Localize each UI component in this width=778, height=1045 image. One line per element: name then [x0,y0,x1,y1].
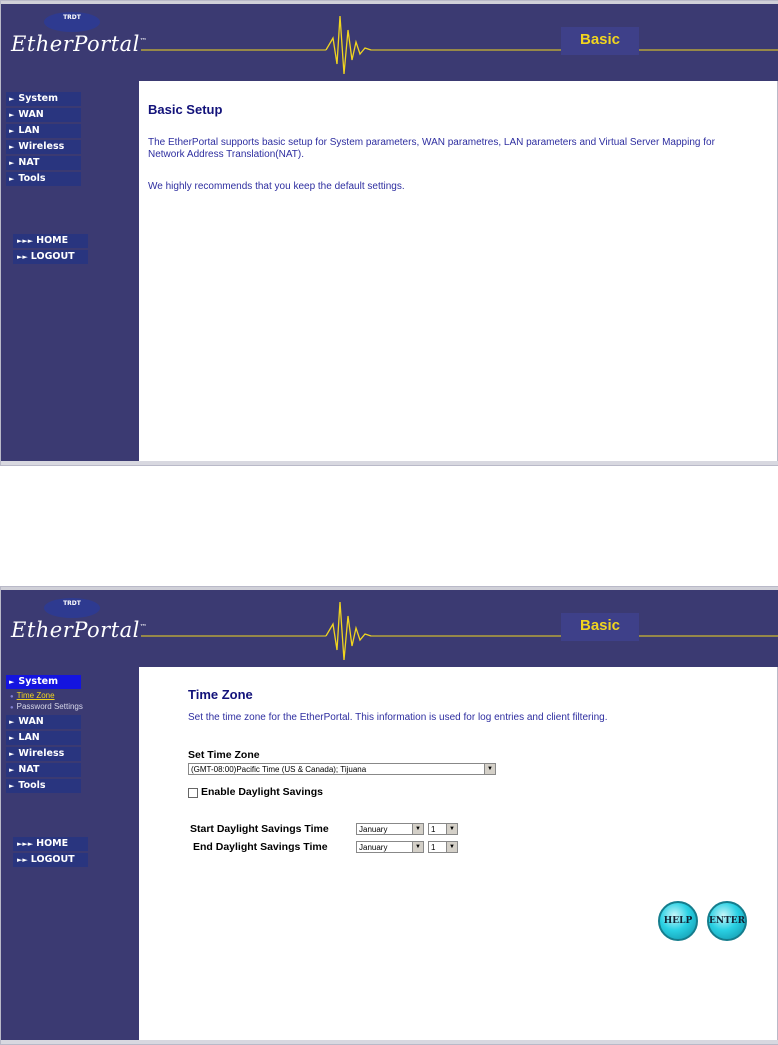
dropdown-arrow-icon: ▼ [412,842,423,852]
basic-tab [561,613,639,641]
nav-nat-label: NAT [18,157,40,168]
subnav-time-zone-label: Time Zone [16,691,55,700]
bullet-icon: ● [10,694,14,700]
start-day-value: 1 [431,825,436,834]
subnav-password-settings[interactable] [6,702,81,713]
nav-wireless-label: Wireless [18,141,65,152]
main-nav [6,92,81,188]
content-area [141,81,777,465]
nav-nat[interactable] [6,763,81,777]
nav-wireless[interactable] [6,140,81,154]
nav-system-label: System [18,93,58,104]
start-month-value: January [359,825,388,834]
arrow-icon: ► [9,127,15,135]
etherportal-logo [1,590,148,667]
logo-name-text: EtherPortal [11,618,140,642]
dropdown-arrow-icon: ▼ [412,824,423,834]
enter-button[interactable] [707,901,747,941]
nav-system-label: System [18,676,58,687]
page-title: Basic Setup [148,102,223,117]
basic-tab [561,27,639,55]
subnav-password-label: Password Settings [16,702,83,711]
start-month-select[interactable] [356,823,424,835]
basic-tab-label: Basic [579,31,621,48]
nav-tools[interactable] [6,172,81,186]
daylight-savings-label: Enable Daylight Savings [201,786,323,798]
logo-tm: ™ [139,623,148,631]
help-button-label: HELP [663,916,693,926]
dropdown-arrow-icon: ▼ [484,764,495,774]
nav-lan[interactable] [6,124,81,138]
home-label: HOME [36,235,69,246]
double-arrow-icon: ►► [17,253,28,261]
triple-arrow-icon: ►►► [17,840,34,848]
logout-link[interactable] [13,250,88,264]
home-label: HOME [36,838,69,849]
logout-label: LOGOUT [30,854,75,865]
nav-wan-label: WAN [18,716,44,727]
nav-nat[interactable] [6,156,81,170]
time-zone-description: Set the time zone for the EtherPortal. This information is used for log entries and client filtering. [188,712,608,723]
header-banner [1,1,778,81]
home-link[interactable] [13,234,88,248]
arrow-icon: ► [9,678,15,686]
main-nav [6,675,81,795]
triple-arrow-icon: ►►► [17,237,34,245]
logo-name [11,32,147,56]
bottom-bar [1,461,778,465]
intro-paragraph: The EtherPortal supports basic setup for System parameters, WAN parametres, LAN parameters and Virtual Server Mapping for Network Address Translation(NAT). [148,137,715,160]
recommend-paragraph: We highly recommends that you keep the default settings. [148,181,405,192]
nav-lan-label: LAN [18,125,40,136]
daylight-savings-checkbox[interactable] [188,788,198,798]
nav-wan[interactable] [6,108,81,122]
arrow-icon: ► [9,111,15,119]
nav-wan-label: WAN [18,109,44,120]
arrow-icon: ► [9,766,15,774]
nav-system[interactable] [6,675,81,689]
home-link[interactable] [13,837,88,851]
signal-wave-graphic [141,590,778,667]
end-dst-label: End Daylight Savings Time [193,841,328,853]
nav-system[interactable] [6,92,81,106]
nav-tools-label: Tools [18,173,46,184]
end-day-select[interactable] [428,841,458,853]
arrow-icon: ► [9,750,15,758]
start-dst-label: Start Daylight Savings Time [190,823,329,835]
header-banner [1,587,778,667]
bottom-bar [1,1040,778,1044]
nav-lan[interactable] [6,731,81,745]
nav-nat-label: NAT [18,764,40,775]
arrow-icon: ► [9,175,15,183]
end-day-value: 1 [431,843,436,852]
end-month-value: January [359,843,388,852]
arrow-icon: ► [9,718,15,726]
signal-wave-graphic [141,4,778,81]
nav-tools-label: Tools [18,780,46,791]
home-logout-nav [13,837,88,869]
content-area [141,667,777,1044]
arrow-icon: ► [9,159,15,167]
nav-wan[interactable] [6,715,81,729]
nav-lan-label: LAN [18,732,40,743]
basic-tab-label: Basic [579,617,621,634]
logout-link[interactable] [13,853,88,867]
arrow-icon: ► [9,143,15,151]
page-title: Time Zone [188,687,253,702]
end-month-select[interactable] [356,841,424,853]
dropdown-arrow-icon: ▼ [446,842,457,852]
enter-button-label: ENTER [709,916,746,926]
logo-brand-small: TRDT [63,14,81,21]
arrow-icon: ► [9,782,15,790]
bullet-icon: ● [10,705,14,711]
nav-wireless-label: Wireless [18,748,65,759]
subnav-time-zone[interactable] [6,691,81,702]
time-zone-screen [0,586,778,1045]
logout-label: LOGOUT [30,251,75,262]
time-zone-value: (GMT-08:00)Pacific Time (US & Canada); Tijuana [191,765,367,774]
start-day-select[interactable] [428,823,458,835]
arrow-icon: ► [9,734,15,742]
logo-brand-small: TRDT [63,600,81,607]
logo-name [11,618,147,642]
basic-setup-screen [0,0,778,466]
double-arrow-icon: ►► [17,856,28,864]
time-zone-select[interactable] [188,763,496,775]
sidebar [1,81,139,465]
arrow-icon: ► [9,95,15,103]
help-button[interactable] [658,901,698,941]
nav-tools[interactable] [6,779,81,793]
logo-name-text: EtherPortal [11,32,140,56]
home-logout-nav [13,234,88,266]
set-time-zone-label: Set Time Zone [188,749,260,761]
sidebar [1,667,139,1044]
dropdown-arrow-icon: ▼ [446,824,457,834]
nav-wireless[interactable] [6,747,81,761]
logo-tm: ™ [139,37,148,45]
etherportal-logo [1,4,148,81]
